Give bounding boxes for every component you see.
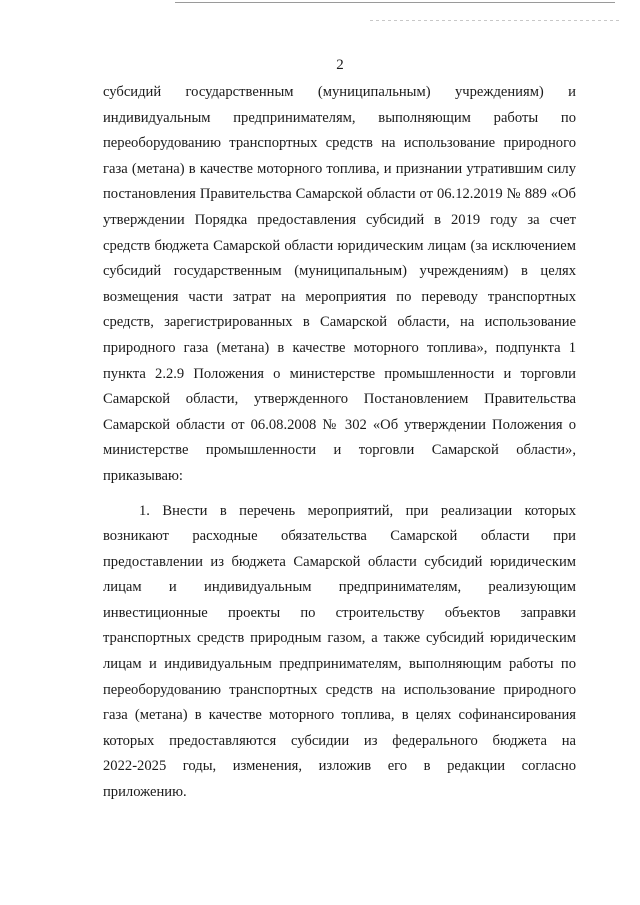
text-line: инвестиционные проекты по строительству объектов заправки — [103, 604, 576, 621]
text-line: Самарской области от 06.08.2008 № 302 «Об утверждении Положения о — [103, 416, 576, 433]
text-line: субсидий государственным (муниципальным) учреждениям) и — [103, 84, 576, 100]
page-number: 2 — [336, 57, 344, 73]
paragraph-2 — [103, 499, 576, 806]
text-line: министерстве промышленности и торговли Самарской области», — [103, 442, 576, 459]
text-line: лицам и индивидуальным предпринимателям, выполняющим работы по — [103, 656, 576, 673]
text-line: лицам и индивидуальным предпринимателям, реализующим — [103, 579, 576, 596]
text-line: 1. Внести в перечень мероприятий, при реализации которых — [139, 502, 576, 519]
text-line: приложению. — [103, 784, 187, 801]
text-line: предоставлении из бюджета Самарской области субсидий юридическим — [103, 553, 576, 570]
text-line: средств, зарегистрированных в Самарской области, на использование — [103, 314, 576, 331]
text-line: индивидуальным предпринимателям, выполняющим работы по — [103, 109, 576, 126]
document-body — [103, 80, 576, 806]
text-line: 2022-2025 годы, изменения, изложив его в редакции согласно — [103, 758, 576, 775]
scan-faint-mark — [370, 20, 620, 21]
text-line: Самарской области, утвержденного Постановлением Правительства — [103, 391, 576, 408]
paragraph-gap — [103, 490, 576, 499]
paragraph-1 — [103, 80, 576, 490]
text-line: газа (метана) в качестве моторного топлива, в целях софинансирования — [103, 707, 576, 724]
text-line: субсидий государственным (муниципальным) учреждениям) в целях — [103, 263, 576, 280]
text-line: переоборудованию транспортных средств на использование природного — [103, 135, 576, 152]
text-line: возникают расходные обязательства Самарской области при — [103, 528, 576, 545]
text-line: которых предоставляются субсидии из федерального бюджета на — [103, 732, 576, 749]
text-line: утверждении Порядка предоставления субсидий в 2019 году за счет — [103, 211, 576, 228]
text-line: постановления Правительства Самарской области от 06.12.2019 № 889 «Об — [103, 186, 576, 203]
text-line: транспортных средств природным газом, а также субсидий юридическим — [103, 630, 576, 647]
text-line: газа (метана) в качестве моторного топлива, и признании утратившим силу — [103, 160, 576, 177]
scan-top-edge — [175, 2, 615, 3]
text-line: пункта 2.2.9 Положения о министерстве промышленности и торговли — [103, 365, 576, 382]
text-line: переоборудованию транспортных средств на использование природного — [103, 681, 576, 698]
text-line: природного газа (метана) в качестве моторного топлива», подпункта 1 — [103, 339, 576, 356]
text-line: средств бюджета Самарской области юридическим лицам (за исключением — [103, 237, 576, 254]
text-line: приказываю: — [103, 467, 183, 484]
text-line: возмещения части затрат на мероприятия по переводу транспортных — [103, 288, 576, 305]
